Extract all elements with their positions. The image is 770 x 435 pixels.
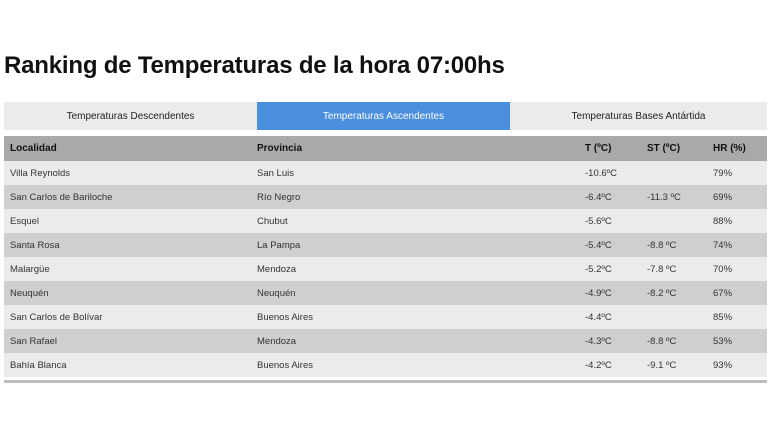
cell-sensacion-termica: -8.8 ºC [641, 233, 707, 257]
cell-sensacion-termica [641, 209, 707, 233]
cell-provincia: La Pampa [251, 233, 579, 257]
cell-provincia: Buenos Aires [251, 305, 579, 329]
cell-humedad: 88% [707, 209, 767, 233]
cell-temperatura: -4.2ºC [579, 353, 641, 377]
table-row [4, 353, 767, 377]
cell-temperatura: -5.6ºC [579, 209, 641, 233]
table-row [4, 257, 767, 281]
cell-temperatura: -5.4ºC [579, 233, 641, 257]
cell-humedad: 79% [707, 161, 767, 185]
cell-humedad: 53% [707, 329, 767, 353]
cell-temperatura: -6.4ºC [579, 185, 641, 209]
cell-provincia: San Luis [251, 161, 579, 185]
table-row [4, 329, 767, 353]
table-row [4, 281, 767, 305]
cell-provincia: Chubut [251, 209, 579, 233]
tab-bar [4, 102, 767, 130]
cell-sensacion-termica: -8.2 ºC [641, 281, 707, 305]
table-row [4, 233, 767, 257]
cell-temperatura: -4.9ºC [579, 281, 641, 305]
cell-localidad: Bahía Blanca [4, 353, 251, 377]
cell-humedad: 70% [707, 257, 767, 281]
cell-temperatura: -4.4ºC [579, 305, 641, 329]
cell-sensacion-termica: -8.8 ºC [641, 329, 707, 353]
column-header-provincia: Provincia [251, 136, 579, 161]
cell-provincia: Neuquén [251, 281, 579, 305]
temperature-ranking-table [4, 136, 767, 377]
cell-provincia: Mendoza [251, 329, 579, 353]
cell-localidad: Esquel [4, 209, 251, 233]
cell-sensacion-termica: -11.3 ºC [641, 185, 707, 209]
cell-humedad: 93% [707, 353, 767, 377]
table-bottom-divider [4, 380, 767, 383]
cell-humedad: 85% [707, 305, 767, 329]
column-header-sensacion-termica: ST (ºC) [641, 136, 707, 161]
cell-localidad: Villa Reynolds [4, 161, 251, 185]
table-header-row [4, 136, 767, 161]
cell-sensacion-termica: -7.8 ºC [641, 257, 707, 281]
cell-temperatura: -10.6ºC [579, 161, 641, 185]
cell-localidad: San Rafael [4, 329, 251, 353]
tab-temperaturas-bases-antartida[interactable]: Temperaturas Bases Antártida [571, 110, 706, 122]
cell-sensacion-termica [641, 305, 707, 329]
cell-localidad: Neuquén [4, 281, 251, 305]
cell-sensacion-termica [641, 161, 707, 185]
page-title: Ranking de Temperaturas de la hora 07:00hs [4, 52, 505, 79]
cell-localidad: Malargüe [4, 257, 251, 281]
table-row [4, 209, 767, 233]
column-header-localidad: Localidad [4, 136, 251, 161]
table-row [4, 305, 767, 329]
cell-temperatura: -5.2ºC [579, 257, 641, 281]
cell-provincia: Buenos Aires [251, 353, 579, 377]
column-header-temperatura: T (ºC) [579, 136, 641, 161]
cell-localidad: San Carlos de Bariloche [4, 185, 251, 209]
cell-sensacion-termica: -9.1 ºC [641, 353, 707, 377]
cell-humedad: 67% [707, 281, 767, 305]
cell-humedad: 69% [707, 185, 767, 209]
cell-provincia: Río Negro [251, 185, 579, 209]
column-header-humedad: HR (%) [707, 136, 767, 161]
cell-provincia: Mendoza [251, 257, 579, 281]
cell-localidad: Santa Rosa [4, 233, 251, 257]
cell-temperatura: -4.3ºC [579, 329, 641, 353]
cell-localidad: San Carlos de Bolívar [4, 305, 251, 329]
table-row [4, 161, 767, 185]
table-row [4, 185, 767, 209]
tab-temperaturas-ascendentes[interactable]: Temperaturas Ascendentes [257, 102, 510, 130]
tab-temperaturas-descendentes[interactable]: Temperaturas Descendentes [66, 110, 195, 122]
cell-humedad: 74% [707, 233, 767, 257]
